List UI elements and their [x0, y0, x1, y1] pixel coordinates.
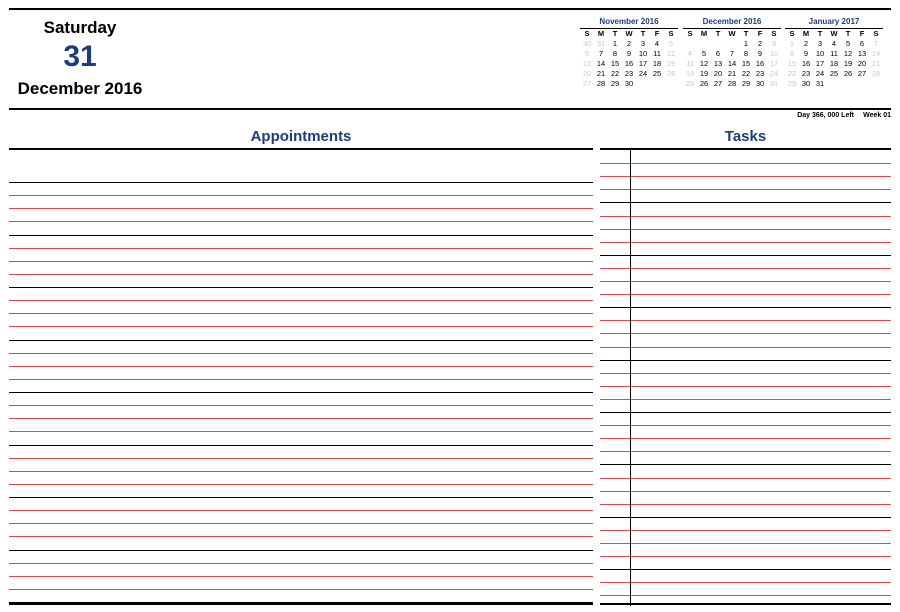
calendar-day[interactable]: 19 [666, 59, 676, 68]
calendar-day[interactable]: 16 [755, 59, 765, 68]
weekday-header: T [640, 29, 646, 38]
calendar-day[interactable]: 15 [787, 59, 797, 68]
calendar-day[interactable]: 31 [769, 79, 779, 88]
tasks-bottom-rule [600, 603, 891, 605]
calendar-day[interactable]: 25 [685, 79, 695, 88]
calendar-day[interactable]: 18 [829, 59, 839, 68]
calendar-day[interactable]: 28 [871, 69, 881, 78]
calendar-day[interactable]: 1 [743, 39, 749, 48]
calendar-day[interactable]: 2 [626, 39, 632, 48]
task-group-rule [600, 255, 891, 256]
calendar-day[interactable]: 30 [624, 79, 634, 88]
calendar-day[interactable]: 10 [815, 49, 825, 58]
tasks-title: Tasks [724, 128, 767, 145]
calendar-day[interactable]: 3 [640, 39, 646, 48]
calendar-day[interactable]: 17 [638, 59, 648, 68]
task-rule [600, 504, 891, 505]
appointments-title: Appointments [250, 128, 352, 145]
calendar-day[interactable]: 20 [582, 69, 592, 78]
calendar-day[interactable]: 6 [715, 49, 721, 58]
calendar-day[interactable]: 4 [654, 39, 660, 48]
task-rule [600, 347, 891, 348]
task-rule [600, 478, 891, 479]
weekday-header: T [612, 29, 618, 38]
calendar-day[interactable]: 3 [771, 39, 777, 48]
calendar-day[interactable]: 10 [769, 49, 779, 58]
calendar-day[interactable]: 12 [843, 49, 853, 58]
calendar-day[interactable]: 30 [755, 79, 765, 88]
calendar-day[interactable]: 6 [859, 39, 865, 48]
calendar-day[interactable]: 28 [727, 79, 737, 88]
task-rule [600, 399, 891, 400]
calendar-day[interactable]: 29 [787, 79, 797, 88]
weekday-header: T [743, 29, 749, 38]
calendar-day[interactable]: 27 [713, 79, 723, 88]
task-rule [600, 595, 891, 596]
task-rule [600, 556, 891, 557]
calendar-day[interactable]: 27 [582, 79, 592, 88]
task-group-rule [600, 464, 891, 465]
weekday-header: W [728, 29, 736, 38]
calendar-day[interactable]: 10 [638, 49, 648, 58]
calendar-day[interactable]: 21 [871, 59, 881, 68]
mini-calendar-title: November 2016 [599, 17, 659, 26]
calendar-day[interactable]: 15 [610, 59, 620, 68]
weekday-header: M [597, 29, 605, 38]
day-number: 31 [63, 40, 97, 73]
calendar-day[interactable]: 19 [843, 59, 853, 68]
weekday-header: F [654, 29, 660, 38]
calendar-day[interactable]: 11 [653, 49, 661, 58]
calendar-day[interactable]: 25 [652, 69, 662, 78]
calendar-day[interactable]: 14 [596, 59, 606, 68]
calendar-day[interactable]: 31 [596, 39, 606, 48]
calendar-day[interactable]: 28 [596, 79, 606, 88]
task-rule [600, 425, 891, 426]
calendar-day[interactable]: 25 [829, 69, 839, 78]
task-rule [600, 281, 891, 282]
calendar-day[interactable]: 31 [815, 79, 825, 88]
calendar-day[interactable]: 8 [789, 49, 795, 58]
weekday-header: F [859, 29, 865, 38]
calendar-day[interactable]: 22 [741, 69, 751, 78]
calendar-day[interactable]: 8 [612, 49, 618, 58]
task-rule [600, 451, 891, 452]
calendar-day[interactable]: 13 [713, 59, 723, 68]
calendar-day[interactable]: 1 [789, 39, 795, 48]
weekday-header: S [873, 29, 879, 38]
calendar-day[interactable]: 12 [699, 59, 709, 68]
task-rule [600, 438, 891, 439]
calendar-day[interactable]: 14 [727, 59, 737, 68]
calendar-day[interactable]: 30 [801, 79, 811, 88]
task-rule [600, 268, 891, 269]
task-rule [600, 333, 891, 334]
task-rule [600, 543, 891, 544]
calendar-day[interactable]: 15 [741, 59, 751, 68]
calendar-day[interactable]: 17 [769, 59, 779, 68]
task-rule [600, 582, 891, 583]
calendar-day[interactable]: 21 [596, 69, 606, 78]
weekday-label: Saturday [43, 18, 117, 37]
calendar-day[interactable]: 14 [871, 49, 881, 58]
task-rule [600, 176, 891, 177]
weekday-header: M [802, 29, 810, 38]
task-group-rule [600, 569, 891, 570]
calendar-day[interactable]: 5 [701, 49, 707, 58]
calendar-day[interactable]: 13 [582, 59, 592, 68]
calendar-day[interactable]: 27 [857, 69, 867, 78]
weekday-header: S [687, 29, 693, 38]
calendar-day[interactable]: 30 [582, 39, 592, 48]
calendar-day[interactable]: 9 [803, 49, 809, 58]
day-info-label: Day 366, 000 Left [797, 112, 854, 119]
calendar-day[interactable]: 5 [668, 39, 674, 48]
calendar-day[interactable]: 11 [686, 59, 694, 68]
weekday-header: W [625, 29, 633, 38]
calendar-day[interactable]: 29 [610, 79, 620, 88]
calendar-day[interactable]: 18 [652, 59, 662, 68]
calendar-day[interactable]: 16 [801, 59, 811, 68]
calendar-day[interactable]: 7 [729, 49, 735, 58]
calendar-day[interactable]: 24 [638, 69, 648, 78]
calendar-day[interactable]: 26 [843, 69, 853, 78]
calendar-day[interactable]: 17 [815, 59, 825, 68]
calendar-day[interactable]: 6 [584, 49, 590, 58]
weekday-header: S [584, 29, 590, 38]
task-rule [600, 294, 891, 295]
tasks-header-rule [600, 148, 891, 150]
task-rule [600, 386, 891, 387]
week-info-label: Week 01 [863, 112, 891, 119]
calendar-day[interactable]: 7 [598, 49, 604, 58]
calendar-day[interactable]: 21 [727, 69, 737, 78]
task-group-rule [600, 202, 891, 203]
weekday-header: T [845, 29, 851, 38]
mini-calendar-title: January 2017 [808, 17, 860, 26]
calendar-day[interactable]: 11 [830, 49, 838, 58]
calendar-day[interactable]: 18 [685, 69, 695, 78]
calendar-day[interactable]: 23 [755, 69, 765, 78]
task-rule [600, 242, 891, 243]
calendar-day[interactable]: 7 [873, 39, 879, 48]
weekday-header: S [789, 29, 795, 38]
weekday-header: M [700, 29, 708, 38]
task-rule [600, 491, 891, 492]
tasks-checkbox-column-divider [630, 150, 631, 606]
task-rule [600, 320, 891, 321]
month-year-label: December 2016 [17, 79, 143, 98]
task-group-rule [600, 412, 891, 413]
task-rule [600, 373, 891, 374]
weekday-header: S [668, 29, 674, 38]
calendar-day[interactable]: 12 [666, 49, 676, 58]
calendar-day[interactable]: 3 [817, 39, 823, 48]
task-rule [600, 530, 891, 531]
task-rule [600, 163, 891, 164]
weekday-header: T [715, 29, 721, 38]
calendar-day[interactable]: 26 [699, 79, 709, 88]
task-group-rule [600, 517, 891, 518]
calendar-day[interactable]: 2 [803, 39, 809, 48]
calendar-day[interactable]: 23 [801, 69, 811, 78]
calendar-day[interactable]: 8 [743, 49, 749, 58]
weekday-header: S [771, 29, 777, 38]
calendar-day[interactable]: 13 [857, 49, 867, 58]
calendar-day[interactable]: 20 [713, 69, 723, 78]
calendar-day[interactable]: 2 [757, 39, 763, 48]
calendar-day[interactable]: 23 [624, 69, 634, 78]
calendar-day[interactable]: 24 [769, 69, 779, 78]
calendar-day[interactable]: 9 [626, 49, 632, 58]
task-group-rule [600, 307, 891, 308]
calendar-day[interactable]: 24 [815, 69, 825, 78]
calendar-day[interactable]: 9 [757, 49, 763, 58]
calendar-day[interactable]: 22 [610, 69, 620, 78]
weekday-header: F [757, 29, 763, 38]
calendar-day[interactable]: 5 [845, 39, 851, 48]
calendar-day[interactable]: 16 [624, 59, 634, 68]
task-rule [600, 216, 891, 217]
task-rule [600, 229, 891, 230]
calendar-day[interactable]: 19 [699, 69, 709, 78]
mini-calendar-title: December 2016 [702, 17, 762, 26]
task-group-rule [600, 360, 891, 361]
calendar-day[interactable]: 26 [666, 69, 676, 78]
weekday-header: T [817, 29, 823, 38]
weekday-header: W [830, 29, 838, 38]
calendar-day[interactable]: 29 [741, 79, 751, 88]
calendar-day[interactable]: 4 [687, 49, 693, 58]
calendar-day[interactable]: 22 [787, 69, 797, 78]
calendar-day[interactable]: 4 [831, 39, 837, 48]
calendar-day[interactable]: 1 [612, 39, 618, 48]
task-rule [600, 189, 891, 190]
calendar-day[interactable]: 20 [857, 59, 867, 68]
